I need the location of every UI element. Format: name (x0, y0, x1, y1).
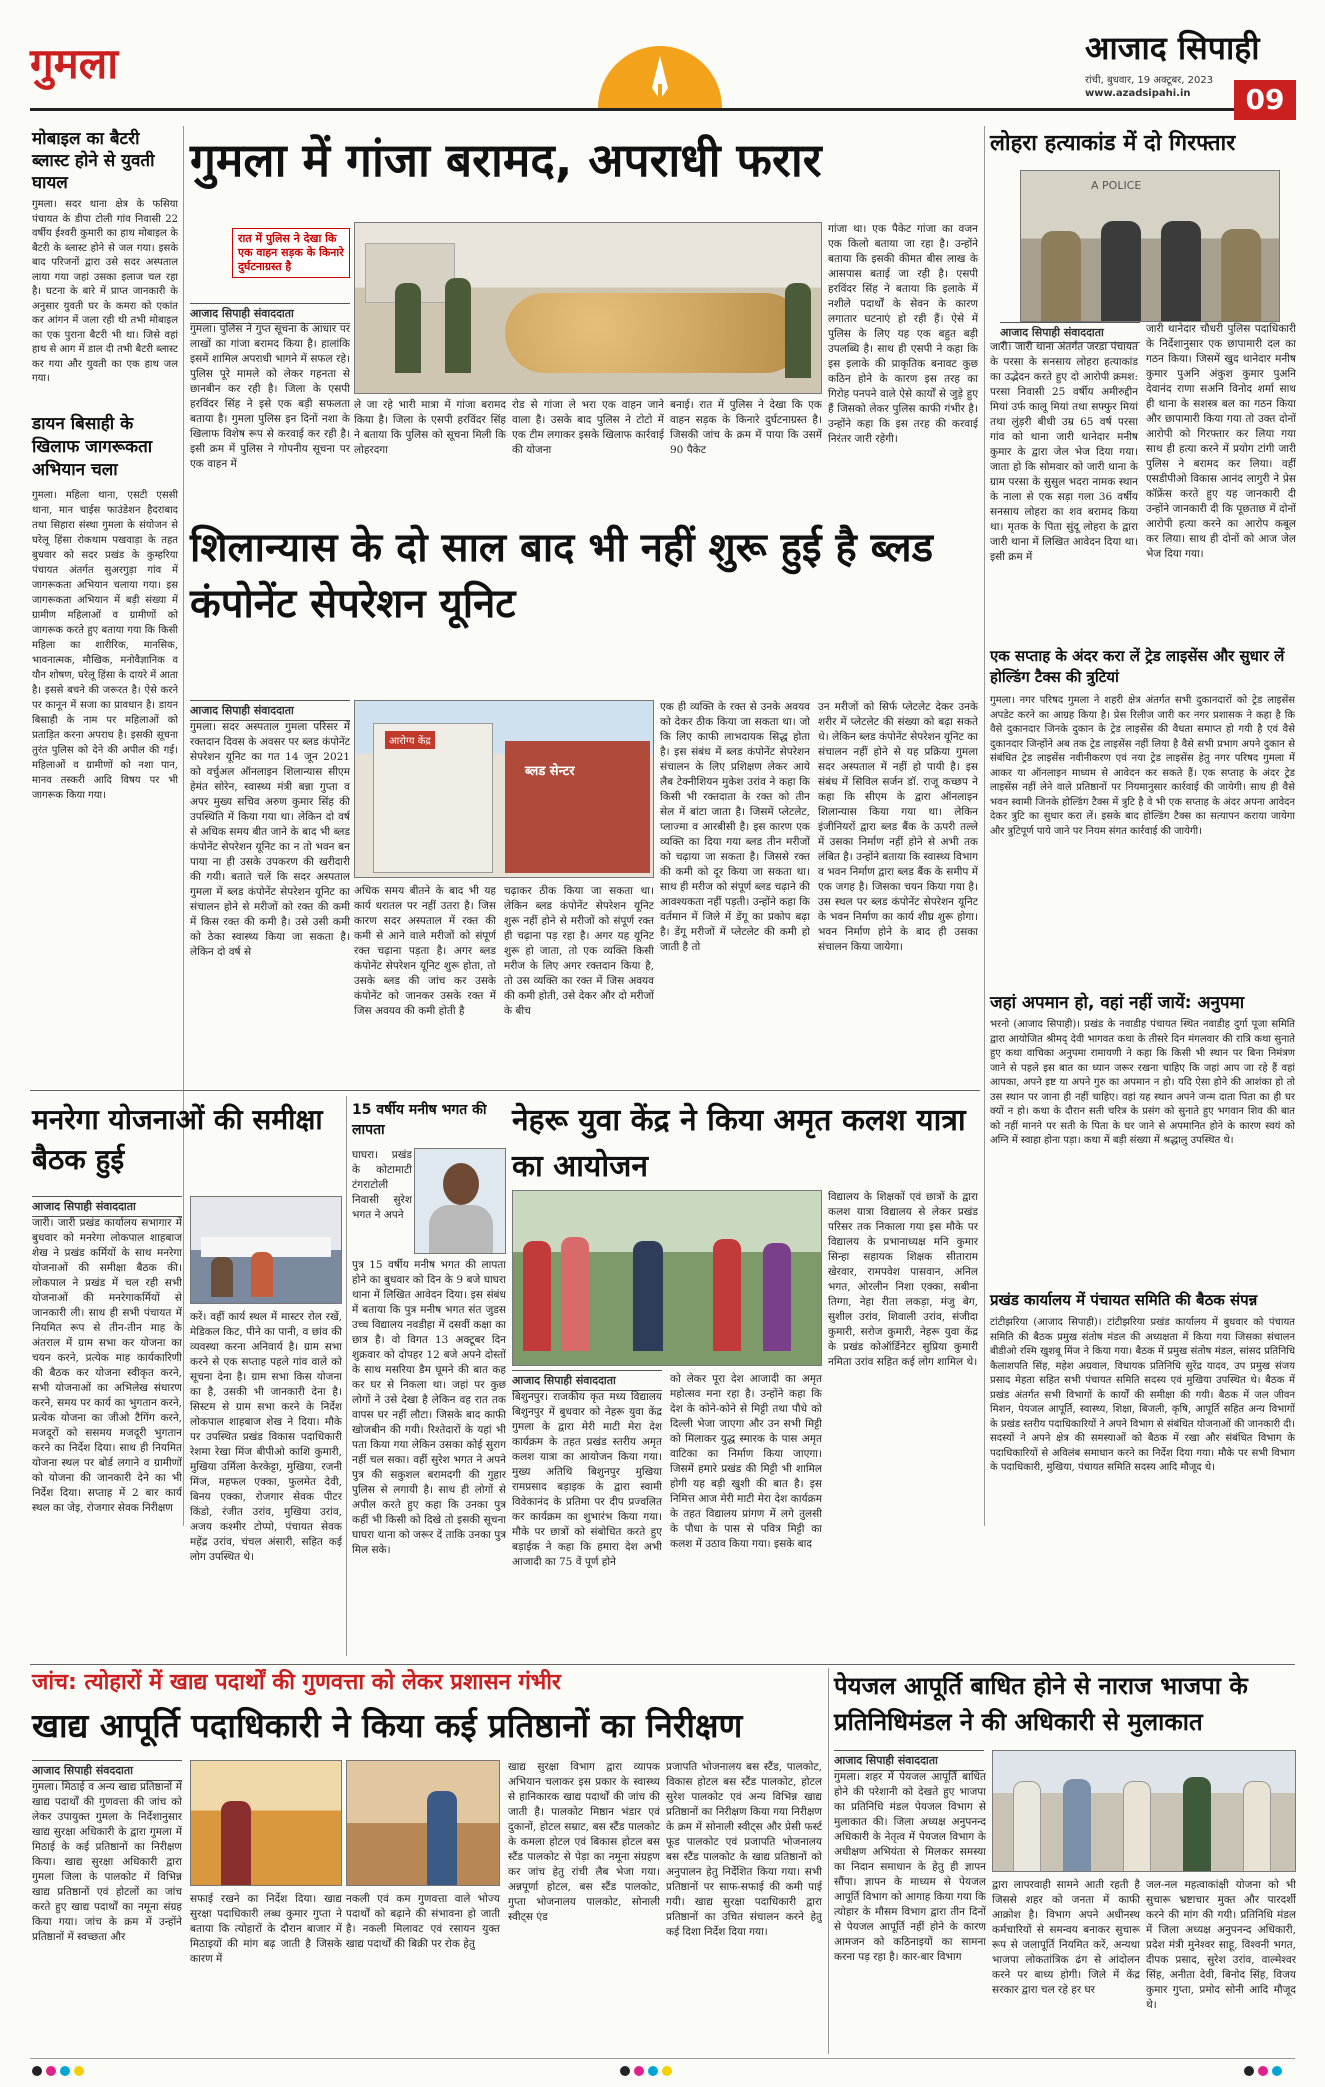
registration-mark (46, 2066, 56, 2076)
section-rule (30, 1664, 1295, 1665)
story-col: गुमला। सदर अस्पताल गुमला परिसर में रक्तदान दिवस के अवसर पर ब्लड कंपोनेंट सेपरेशन यूनिट का गत 14 जून 2021 को वर्चुअल ऑनलाइन शिलान्यास सीएम हेमंत सोरेन, स्वास्थ्य मंत्री बन्ना गुप्ता व अपर मुख्य सचिव अरुण कुमार सिंह की उपस्थिति में किया गया था। लेकिन दो वर्ष से अधिक समय बीत जाने के बाद भी ब्लड कंपोनेंट सेपरेशन यूनिट का न तो भवन बन पाया ना ही उसके उपकरण की खरीदारी की गयी। बताते चलें कि सदर अस्पताल गुमला में ब्लड कंपोनेंट सेपरेशन यूनिट का संचालन होने से मरीजों को रक्त की कमी में किस रक्त की कमी है। उसे उसी कमी को ठेका स्वास्थ्य किया जा सकता है। लेकिन दो वर्ष से (190, 721, 350, 958)
meeting-photo (190, 1196, 342, 1304)
byline: आजाद सिपाही संवाददाता (1000, 322, 1140, 343)
story-col: चढ़ाकर ठीक किया जा सकता था। लेकिन ब्लड कंपोनेंट सेपरेशन यूनिट शुरू नहीं होने से मरीजों को संपूर्ण रक्त ही चढ़ाना पड़ रहा है। अगर यह यूनिट शुरू हो जाता, तो एक व्यक्ति किसी मरीज के लिए अगर रक्तदान किया है, तो उस व्यक्ति का रक्त में जिस अवयव की कमी होती, उसे देकर और दो मरीजों के बीच (504, 885, 654, 1017)
column-rule (346, 1096, 347, 1656)
story-body: टांटीझरिया (आजाद सिपाही)। टांटीझरिया प्रखंड कार्यालय में बुधवार को पंचायत समिति की बैठक प्रमुख संतोष मंडल की अध्यक्षता में किया गया जिसका संचालन बीडीओ रश्मि खुशबू मिंज ने किया गया। बैठक में प्रमुख संतोष मंडल, सांसद प्रतिनिधि कैलाशपति सिंह, महेश अग्रवाल, विधायक प्रतिनिधि सुरेंद्र यादव, उप प्रमुख संजय प्रसाद मेहता सहित सभी पंचायत समिति सदस्य एवं मुखिया उपस्थित थे। बैठक में प्रखंड अंतर्गत सभी विभागों के कार्यों की समीक्षा की गयी। बैठक में जल जीवन मिशन, पेयजल आपूर्ति, स्वास्थ्य, शिक्षा, बिजली, कृषि, आपूर्ति सहित अन्य विभागों के प्रखंड स्तरीय पदाधिकारियों ने अपने विभाग से संबंधित योजनाओं की जानकारी दी। सदस्यों ने अपने क्षेत्र की समस्याओं को बैठक में रखा और संबंधित विभाग के पदाधिकारियों से अविलंब समाधान करने का निर्देश दिया गया। मौके पर सभी विभाग के पदाधिकारी, मुखिया, पंचायत समिति सदस्य आदि मौजूद थे। (990, 1317, 1295, 1473)
story-col: नकली एवं कम गुणवत्ता वाले भोज्य पदार्थों को बढ़ाने की संभावना हो जाती है। नकली मिलावट एवं रसायन युक्त खाद्य पदार्थों की बिक्री पर रोक हेतु (346, 1893, 500, 1950)
registration-mark (620, 2066, 630, 2076)
kicker-label: जांच: (32, 1670, 77, 1695)
story-col: एक ही व्यक्ति के रक्त से उनके अवयव को देकर ठीक किया जा सकता था। जो कि लिए काफी लाभदायक सिद्ध होता है। इस संबंध में ब्लड कंपोनेंट सेपरेशन संचालन के लिए प्रशिक्षण लेकर आये लैब टेक्नीशियन मुकेश उरांव ने कहा कि किसी भी रक्तदाता के रक्त को तीन सेल में बांटा जाता है। जिसमें प्लेटलेट, प्लाज्मा व आरबीसी है। इस कारण एक व्यक्ति का दिया गया ब्लड तीन मरीजों को चढ़ाया जा सकता है। जिससे रक्त की कमी को दूर किया जा सकता था। साथ ही मरीज को संपूर्ण ब्लड चढ़ाने की आवश्यकता नहीं पड़ती। उन्होंने कहा कि वर्तमान में जिले में डेंगू का प्रकोप बढ़ा है। डेंगू मरीजों में प्लेटलेट की कमी हो जाती है तो (660, 701, 810, 953)
story-body: भरनो (आजाद सिपाही)। प्रखंड के नवाडीह पंचायत स्थित नवाडीह दुर्गा पूजा समिति द्वारा आयोजित श्रीमद् देवी भागवत कथा के तीसरे दिन मंगलवार की रात्रि कथा सुनाते हुए कथा वाचिका अनुपमा रामायणी ने कहा कि किसी भी स्थान पर बिना निमंत्रण जाने से पहले इस बात का ध्यान जरूर रखना चाहिए कि जहां आप जा रहे हैं वहां आपका, अपने इष्ट या अपने गुरु का अपमान न हो। यदि ऐसा होने की आशंका हो तो उस स्थान पर जाना ही नहीं चाहिए। वहां यह स्थान अपने जन्म दाता पिता का ही घर क्यों न हो। कथा के दौरान सती चरित्र के प्रसंग को सुनाते हुए भगवान शिव की बात को नहीं मानने पर सती के पिता के घर जाने से अपमानित होने के कारण स्वयं को अग्नि में स्वाहा होना पड़ा। कथा में बड़ी संख्या में श्रद्धालु उपस्थित थे। (990, 1019, 1295, 1146)
story-headline: शिलान्यास के दो साल बाद भी नहीं शुरू हुई है ब्लड कंपोनेंट सेपरेशन यूनिट (190, 525, 934, 627)
column-rule (183, 126, 184, 1526)
registration-mark (32, 2066, 42, 2076)
registration-mark (1258, 2066, 1268, 2076)
registration-mark (1272, 2066, 1282, 2076)
story-col: पुत्र 15 वर्षीय मनीष भगत की लापता होने का बुधवार को दिन के 9 बजे घाघरा थाना में लिखित आवेदन दिया। इस संबंध में बताया कि पुत्र मनीष भगत संत जुडस उच्च विद्यालय नवडीहा में दसवीं कक्षा का छात्र है। वो विगत 13 अक्टूबर दिन शुक्रवार को दोपहर 12 बजे अपने दोस्तों के साथ मसरिया डैम घूमने की बात कह कर घर से निकला था। जहां पर कुछ लोगों ने उसे देखा है लेकिन वह रात तक वापस घर नहीं लौटा। जिसके बाद काफी खोजबीन की गयी। रिश्तेदारों के यहां भी पता किया गया लेकिन उसका कोई सुराग नहीं चल सका। वहीं सुरेश भगत ने अपने पुत्र की सकुशल बरामदगी की गुहार पुलिस से लगायी है। साथ ही लोगों से अपील करते हुए कहा कि उनका पुत्र कहीं भी किसी को दिखे तो इसकी सूचना घाघरा थाना को जरूर दें ताकि उनका पुत्र मिल सके। (352, 1259, 506, 1556)
story-col: को लेकर पूरा देश आजादी का अमृत महोत्सव मना रहा है। उन्होंने कहा कि देश के कोने-कोने से मिट्टी तथा पौधे को दिल्ली भेजा जाएगा और उन सभी मिट्टी को मिलाकर युद्ध स्मारक के पास अमृत वाटिका का निर्माण किया जाएगा। जिसमें हमारे प्रखंड की मिट्टी भी शामिल होगी यह बड़ी खुशी की बात है। इस निमित्त आज मेरी माटी मेरा देश कार्यक्रम के तहत विद्यालय प्रांगण में लगे तुलसी के पौधा के पास से पवित्र मिट्टी का कलश में उठाव किया गया। इसके बाद (670, 1373, 822, 1550)
masthead-rule (30, 108, 1295, 111)
story-headline: एक सप्ताह के अंदर करा लें ट्रेड लाइसेंस और सुधार लें होल्डिंग टैक्स की त्रुटियां (990, 647, 1285, 686)
story-col: उन मरीजों को सिर्फ प्लेटलेट देकर उनके शरीर में प्लेटलेट की संख्या को बढ़ा सकते थे। लेकिन ब्लड कंपोनेंट सेपरेशन यूनिट का संचालन नहीं होने से यह प्रक्रिया गुमला सदर अस्पताल में नहीं हो पायी है। इस संबंध में सिविल सर्जन डॉ. राजू कच्छप ने कहा कि सीएम के द्वारा ऑनलाइन शिलान्यास किया गया था। लेकिन इंजीनियरों द्वारा ब्लड बैंक के ऊपरी तल्ले में उसका निर्माण नहीं होने से अभी तक लंबित है। उन्होंने बताया कि स्वास्थ्य विभाग व भवन निर्माण द्वारा ब्लड बैंक के समीप में एक जगह है। जिसका चयन किया गया है। उस स्थल पर ब्लड कंपोनेंट सेपरेशन यूनिट के भवन निर्माण का कार्य शीघ्र शुरू होगा। भवन निर्माण होने के बाद ही उसका संचालन किया जायेगा। (818, 701, 978, 953)
shop-photo-1 (190, 1760, 342, 1886)
page-number: 09 (1234, 80, 1296, 120)
story-body: गुमला। नगर परिषद गुमला ने शहरी क्षेत्र अंतर्गत सभी दुकानदारों को ट्रेड लाइसेंस अपडेट करने का आग्रह किया है। प्रेस रिलीज जारी कर नगर प्रशासक ने कहा है कि वैसे दुकानदार जिनके दुकान के ट्रेड लाइसेंस की वैधता समाप्त हो गयी है एवं वैसे दुकानदार जिन्होंने अब तक ट्रेड लाइसेंस नहीं लिया है वैसे सभी प्रभाग अपने दुकान से संबंधित ट्रेड लाइसेंस नवीनीकरण एवं नया ट्रेड लाइसेंस हेतु नगर परिषद गुमला में आकर या ऑनलाइन माध्यम से आवेदन कर सकते हैं। एक सप्ताह के अंदर ट्रेड लाइसेंस नहीं लेने वाले प्रतिष्ठानों पर नियमानुसार कार्रवाई की जायेगी। साथ ही वैसे भवन स्वामी जिनके होल्डिंग टैक्स में त्रुटि है वे भी एक सप्ताह के अंदर अपना आवेदन देकर त्रुटि का सुधार करा लें। इसके बाद होल्डिंग टैक्स का सत्यापन कराया जायेगा और त्रुटिपूर्ण पाये जाने पर नियम संगत कार्रवाई की जायेगी। (990, 695, 1295, 837)
registration-mark (648, 2066, 658, 2076)
story-headline: मोबाइल का बैटरी ब्लास्ट होने से युवती घायल (32, 129, 155, 193)
lead-headline: गुमला में गांजा बरामद, अपराधी फरार (190, 133, 822, 187)
story-col: बिशुनपुर। राजकीय कृत मध्य विद्यालय बिशुनपुर में बुधवार को नेहरू युवा केंद्र गुमला के द्वारा मेरी माटी मेरा देश कार्यक्रम के तहत प्रखंड स्तरीय अमृत कलश यात्रा का आयोजन किया गया। मुख्य अतिथि बिशुनपुर मुखिया रामप्रसाद बड़ाइक के द्वारा स्वामी विवेकानंद के प्रतिमा पर दीप प्रज्वलित कर कार्यक्रम का शुभारंभ किया गया। मौके पर छात्रों को संबोधित करते हुए बड़ाईक ने कहा कि हमारा देश अभी आजादी का 75 वें पूर्ण होने (512, 1391, 662, 1568)
story-headline: मनरेगा योजनाओं की समीक्षा बैठक हुई (32, 1103, 323, 1176)
kicker-text: त्योहारों में खाद्य पदार्थों की गुणवत्ता को लेकर प्रशासन गंभीर (84, 1670, 561, 1695)
byline: आजाद सिपाही संवाददाता (32, 1196, 182, 1217)
photo-caption: रात में पुलिस ने देखा कि एक वाहन सड़क के किनारे दुर्घटनाग्रस्त है (232, 228, 350, 278)
story-col: घाघरा। प्रखंड के कोटामाटी टंगराटोली निवासी सुरेश भगत ने अपने (352, 1149, 412, 1221)
sun-emblem-icon (560, 42, 760, 108)
section-title: गुमला (30, 39, 119, 88)
dateline: रांची, बुधवार, 19 अक्टूबर, 2023 (1085, 75, 1214, 86)
story-headline: पेयजल आपूर्ति बाधित होने से नाराज भाजपा के प्रतिनिधिमंडल ने की अधिकारी से मुलाकात (834, 1672, 1248, 1736)
arrest-photo (1020, 170, 1280, 322)
photo-sign: ब्लड सेन्टर (525, 764, 575, 779)
story-body: गुमला। महिला थाना, एसटी एससी थाना, मान चाईस फाउंडेशन हैदराबाद तथा सिहारा संस्था गुमला के संयोजन से घरेलू हिंसा रोकथाम पखवाड़ा के तहत बुधवार को सदर प्रखंड के कुम्हरिया पंचायत अंतर्गत सुअरगुड़ा गांव में जागरूकता अभियान चलाया गया। इस जागरूकता अभियान में बड़ी संख्या में ग्रामीण महिलाओं व ग्रामीणों को जागरूक करते हुए बताया गया कि किसी महिला का शारीरिक, मानसिक, भावनात्मक, मौखिक, मनोवैज्ञानिक व यौन शोषण, घरेलू हिंसा के दायरे में आता है। इससे बचने की जरूरत है। ऐसे करने पर कानून में सजा का प्रावधान है। डायन बिसाही के नाम पर महिलाओं को प्रताड़ित करना अपराध है। इसकी सूचना तुरंत पुलिस को देने की अपील की गई। महिलाओं व ग्रामीणों को नशा पान, मानव तस्करी आदि विषय पर भी जागरूक किया गया। (32, 490, 178, 801)
story-col: प्रजापति भोजनालय बस स्टैंड, पालकोट, विकास होटल बस स्टैंड पालकोट, होटल सुरेश पालकोट एवं अन्य विभिन्न खाद्य प्रतिष्ठानों का निरीक्षण किया गया निरीक्षण के क्रम में सोनाली स्वीट्स और प्रेसी फर्स्ट फूड पालकोट एवं प्रजापति भोजनालय बस स्टैंड पालकोट के खाद्य प्रतिष्ठानों को अनुपालन हेतु निर्देशित किया गया। सभी प्रतिष्ठानों पर साफ-सफाई की कमी पाई गयी। खाद्य सुरक्षा पदाधिकारी द्वारा प्रतिष्ठानों का उचित संचालन करने हेतु कई दिशा निर्देश दिया गया। (666, 1761, 822, 1938)
lead-col-3: रोड से गांजा ले भरा एक वाहन जाने वाला है। उसके बाद पुलिस ने टोटो में एक टीम लगाकर इसके खिलाफ कार्रवाई की योजना (512, 399, 664, 456)
story-col: द्वारा लापरवाही सामने आती रहती है जिससे शहर को जनता में काफी आक्रोश है। विभाग अपने अधीनस्थ कर्मचारियों से समन्वय बनाकर सुचारू रूप से जलापूर्ति नियमित करें, अन्यथा भाजपा लोकतांत्रिक ढंग से आंदोलन करने पर बाध्य होगी। जिले में केंद्र सरकार द्वारा चल रहे हर घर (992, 1879, 1140, 1996)
lead-col-5: गांजा था। एक पैकेट गांजा का वजन एक किलो बताया जा रहा है। उन्होंने बताया कि इसकी कीमत बीस लाख के आसपास बताई जा रही है। एसपी हरविंदर सिंह ने बताया कि इलाके में नशीले पदार्थों के सेवन के कारण लगातार घटनाएं हो रही हैं। ऐसे में पुलिस के लिए यह एक बहुत बड़ी उपलब्धि है। साथ ही एसपी ने कहा कि इस इलाके की प्राकृतिक बनावट कुछ कठिन होने के कारण इस तरह का गिरोह पनपने वाले ऐसे कार्यों से जुड़े हुए हैं जिसको लेकर पुलिस काफी गंभीर है। उन्होंने कहा कि इस तरह की करवाई निरंतर जारी रहेगी। (828, 223, 978, 445)
section-rule (30, 1090, 980, 1091)
story-col: जारी थानेदार चौधरी पुलिस पदाधिकारी के निर्देशानुसार एक छापामारी दल का गठन किया। जिसमें खुद थानेदार मनीष कुमार पुअनि अंकुश कुमार पुअनि देवानंद राणा सअनि विनोद शर्मा साथ ही थाना के सशस्त्र बल का गठन किया और छापामारी किया गया तो उक्त दोनों आरोपी को गिरफ्तार कर लिया गया साथ ही हत्या करने में प्रयोग टांगी जारी पुलिस ने बरामद कर लिया। वहीं एसडीपीओ विकास आनंद लागुरी ने प्रेस कॉफ्रेंस करते हुए यह जानकारी दी उन्होंने जानकारी दी कि पूछताछ में दोनों आरोपी हत्या करने का आरोप कबूल कर लिया। साथ ही दोनों को आज जेल भेज दिया गया। (1146, 323, 1296, 560)
byline: आजाद सिपाही संवाददाता (512, 1370, 662, 1391)
blood-center-photo (354, 700, 654, 878)
story-col: जारी। जारी प्रखंड कार्यालय सभागार में बुधवार को मनरेगा लोकपाल शाहबाज शेख ने प्रखंड कर्मियों के साथ मनरेगा योजनाओं की समीक्षा बैठक की। लोकपाल ने प्रखंड में चल रही सभी योजनाओं की मनरेगाकर्मियों से जानकारी ली। साथ ही सभी पंचायत में नियमित रूप से तीन-तीन माह के अंतराल में ग्राम सभा कर योजना का चयन करने, प्रत्येक माह कार्यकारिणी की बैठक कर योजना स्वीकृत करने, सभी योजनाओं का अभिलेख संधारण करने, समय पर कार्य का भुगतान करने, प्रत्येक योजना का जीओ टैगिंग करने, मजदूरों को ससमय मजदूरी भुगतान करने का निर्देश दिया। साथ ही नियमित योजना स्थल पर बोर्ड लगाने व ग्रामीणों को योजना की जानकारी देने का भी निर्देश दिया। सप्ताह में 2 बार कार्य स्थल का जेइ, रोजगार सेवक निरीक्षण (32, 1217, 182, 1514)
photo-sign: आरोग्य केंद्र (385, 731, 435, 749)
byline: आजाद सिपाही संवददाता (32, 1760, 182, 1781)
column-rule (828, 1668, 829, 2054)
lead-col-1: गुमला। पुलिस ने गुप्त सूचना के आधार पर लाखों का गांजा बरामद किया है। हालांकि इसमें शामिल अपराधी भागने में सफल रहे। पुलिस पूरे मामले को लेकर गहनता से छानबीन कर रही है। जिला के एसपी हरविंदर सिंह ने इसे एक बड़ी सफलता बताया है। गुमला पुलिस इन दिनों नशा के खिलाफ विशेष रूप से करवाई कर रही है। इसी क्रम में पुलिस ने गोपनीय सूचना पर एक वाहन में (190, 323, 350, 470)
story-headline: नेहरू युवा केंद्र ने किया अमृत कलश यात्रा का आयोजन (512, 1103, 966, 1184)
lead-col-4: बनाई। रात में पुलिस ने देखा कि एक वाहन सड़क के किनारे दुर्घटनाग्रस्त है। जिसकी जांच के क्रम में पाया कि उसमें 90 पैकेट (670, 399, 822, 456)
column-rule (984, 126, 985, 1526)
story-col: करें। वहीं कार्य स्थल में मास्टर रोल रखें, मेडिकल किट, पीने का पानी, व छांव की व्यवस्था करना अनिवार्य है। ग्राम सभा करने से एक सप्ताह पहले गांव वाले को सूचना देना है। ग्राम सभा किस योजना का है, उसकी भी जानकारी देना है। सिस्टम से ग्राम सभा करने के निर्देश लोकपाल शाहबाज शेख ने दिया। मौके पर उपस्थित प्रखंड विकास पदाधिकारी रेशमा रेखा मिंज बीपीओ काशि कुमारी, मुखिया उर्मिला केरकेट्टा, मुखिया, रजनी मिंज, महफल एक्का, फुलमेत देवी, बिनय एक्का, रोजगार सेवक पीटर किंडो, रंजीत उरांव, मुखिया उरांव, अजय कश्मीर टोप्पो, पंचायत सेवक महेंद्र उरांव, चंचल अंसारी, सहित कई लोग उपस्थित थे। (190, 1311, 342, 1563)
story-headline: खाद्य आपूर्ति पदाधिकारी ने किया कई प्रतिष्ठानों का निरीक्षण (32, 1706, 743, 1745)
footer-rule (30, 2058, 1295, 2059)
lead-photo (354, 222, 822, 394)
story-headline: लोहरा हत्याकांड में दो गिरफ्तार (990, 131, 1236, 156)
story-col: गुमला। मिठाई व अन्य खाद्य प्रतिष्ठानों में खाद्य पदार्थों की गुणवत्ता की जांच को लेकर उपायुक्त गुमला के निर्देशानुसार खाद्य सुरक्षा अधिकारी के द्वारा गुमला में मिठाई के कई प्रतिष्ठानों का निरीक्षण किया। खाद्य सुरक्षा अधिकारी द्वारा गुमला जिला के पालकोट में विभिन्न खाद्य प्रतिष्ठानों एवं होटलों का जांच करते हुए खाद्य पदार्थों का नमूना संग्रह किया गया। जांच के क्रम में उन्होंने प्रतिष्ठानों में स्वच्छता और (32, 1781, 182, 1943)
paper-name: आजाद सिपाही (1085, 29, 1260, 67)
story-headline: 15 वर्षीय मनीष भगत की लापता (352, 1102, 487, 1138)
registration-mark (74, 2066, 84, 2076)
story-col: खाद्य सुरक्षा विभाग द्वारा व्यापक अभियान चलाकर इस प्रकार के स्वास्थ्य से हानिकारक खाद्य पदार्थों की जांच की जाती है। पालकोट मिष्ठान भंडार एवं दुकानों, होटल सम्राट, बस स्टैंड पालकोट के कमला होटल एवं बिकास होटल बस स्टैंड पालकोट से पेड़ा का नमूना संग्रहण कर जांच हेतु रांची लैब भेजा गया। अन्नपूर्णा होटल, बस स्टैंड पालकोट, गुप्ता भोजनालय पालकोट, सोनाली स्वीट्स एंड (508, 1761, 660, 1923)
story-headline: जहां अपमान हो, वहां नहीं जायें: अनुपमा (990, 993, 1245, 1013)
registration-mark (634, 2066, 644, 2076)
story-body: गुमला। सदर थाना क्षेत्र के फसिया पंचायत के डीपा टोली गांव निवासी 22 वर्षीय ईश्वरी कुमारी का हाथ मोबाइल के बैटरी के ब्लास्ट होने से जल गया। इसके बाद परिजनों द्वारा उसे सदर अस्पताल लाया गया जहां उसका इलाज चल रहा है। घटना के बारे में प्राप्त जानकारी के अनुसार युवती घर के कमरा को एकांत कर आंगन में जला रही थी तभी मोबाइल का एक पुराना बैटरी भी था। जिसे वहां हाथ से आग में डाल दी तभी बैटरी ब्लास्ट कर गया और युवती का एक हाथ जल गया। (32, 199, 178, 384)
shop-photo-2 (346, 1760, 500, 1886)
photo-sign: A POLICE (1091, 179, 1142, 192)
story-col: विद्यालय के शिक्षकों एवं छात्रों के द्वारा कलश यात्रा विद्यालय से लेकर प्रखंड परिसर तक निकाला गया इस मौके पर विद्यालय के प्रभानाध्यक्ष मनि कुमार सिन्हा सहायक शिक्षक सीताराम खेरवार, रामपवेश पासवान, अनिल भगत, ओरलीन निशा एक्का, सबीना तिग्गा, नेहा रीता लकड़ा, मंजु बेग, सुशील उरांव, शिवाली उरांव, संजीदा कुमारी, सरोज कुमारी, नेहरू युवा केंद्र के प्रखंड कोऑर्डिनेटर सुप्रिया कुमारी नमिता उरांव सहित कई लोग शामिल थे। (828, 1191, 978, 1368)
story-kicker (32, 1668, 832, 1698)
story-col: गुमला। शहर में पेयजल आपूर्ति बाधित होने की परेशानी को देखते हुए भाजपा का प्रतिनिधि मंडल पेयजल विभाग से मुलाकात की। जिला अध्यक्ष अनुपनन्द अधिकारी के नेतृत्व में पेयजल विभाग के अधीक्षण अभियंता से मिलकर समस्या का निदान समाधान के हेतु ही ज्ञापन सौंपा। ज्ञापन के माध्यम से पेयजल आपूर्ति विभाग को आगाह किया गया कि त्योहार के मौसम विभाग द्वारा तीन दिनों से पेयजल आपूर्ति नहीं होने के कारण आमजन को कठिनाइयों का सामना करना पड़ रहा है। कार-बार विभाग (834, 1771, 986, 1963)
registration-mark (1244, 2066, 1254, 2076)
delegation-photo (992, 1750, 1296, 1872)
kalash-yatra-photo (512, 1190, 822, 1366)
registration-mark (60, 2066, 70, 2076)
story-headline: प्रखंड कार्यालय में पंचायत समिति की बैठक संपन्न (990, 1291, 1258, 1309)
registration-mark (662, 2066, 672, 2076)
byline: आजाद सिपाही संवाददाता (190, 303, 350, 324)
byline: आजाद सिपाही संवाददाता (190, 700, 350, 721)
story-col: अधिक समय बीतने के बाद भी यह कार्य धरातल पर नहीं उतरा है। जिस कारण सदर अस्पताल में रक्त की कमी से आने वाले मरीजों को संपूर्ण रक्त चढ़ाना पड़ता है। अगर ब्लड कंपोनेंट सेपरेशन यूनिट शुरू होता, तो उसके ब्लड की जांच कर उसके कंपोनेंट को जानकर उसके रक्त में जिस अवयव की कमी होती है (354, 885, 496, 1017)
byline: आजाद सिपाही संवाददाता (834, 1750, 984, 1771)
story-col: सफाई रखने का निर्देश दिया। खाद्य सुरक्षा पदाधिकारी लब्ध कुमार गुप्ता ने बताया कि त्योहारों के दौरान बाजार में मिठाइयों की मांग बढ़ जाती है जिसके कारण में (190, 1893, 342, 1965)
story-headline: डायन बिसाही के खिलाफ जागरूकता अभियान चला (32, 414, 153, 480)
website: www.azadsipahi.in (1085, 88, 1191, 99)
story-col: जल-नल महत्वाकांक्षी योजना को भी सुचारू भ्रष्टाचार मुक्त और पारदर्शी करने की मांग की गयी। प्रतिनिधि मंडल में जिला अध्यक्ष अनुपनन्द अधिकारी, प्रदेश मंत्री मुनेश्वर साहू, विश्वनी भगत, दीपक प्रसाद, सुरेश उरांव, वाल्मेश्वर सिंह, अनीता देवी, बिनोद सिंह, विजय कुमार गुप्ता, प्रमोद सोनी आदि मौजूद थे। (1146, 1879, 1296, 2011)
story-col: जारी। जारी थाना अंतर्गत जरडा पंचायत के परसा के सनसाय लोहरा हत्याकांड का उद्भेदन करते हुए दो आरोपी क्रमश: परसा निवासी 25 वर्षीय अमीरुद्दीन मियां उर्फ कालू मियां तथा सफ्फुर मियां तथा लुंड़री बीधी उम्र 65 वर्ष परसा गांव को थाना जारी थानेदार मनीष कुमार के द्वारा जेल भेज दिया गया। जाता हो कि सोमवार को जारी थाना के ग्राम परसा के सुसुल भदरा नामक स्थान के नाला से एक सड़ा गला 36 वर्षीय सनसाय लोहरा का शव बरामद किया था। मृतक के पिता सुंदू लोहरा के द्वारा जारी थाना में लिखित आवेदन दिया था। इसी क्रम में (990, 341, 1138, 563)
lead-col-2: ले जा रहे भारी मात्रा में गांजा बरामद किया है। जिला के एसपी हरविंदर सिंह ने बताया कि पुलिस को सूचना मिली कि लोहरदगा (354, 399, 506, 456)
missing-boy-photo (414, 1148, 506, 1254)
